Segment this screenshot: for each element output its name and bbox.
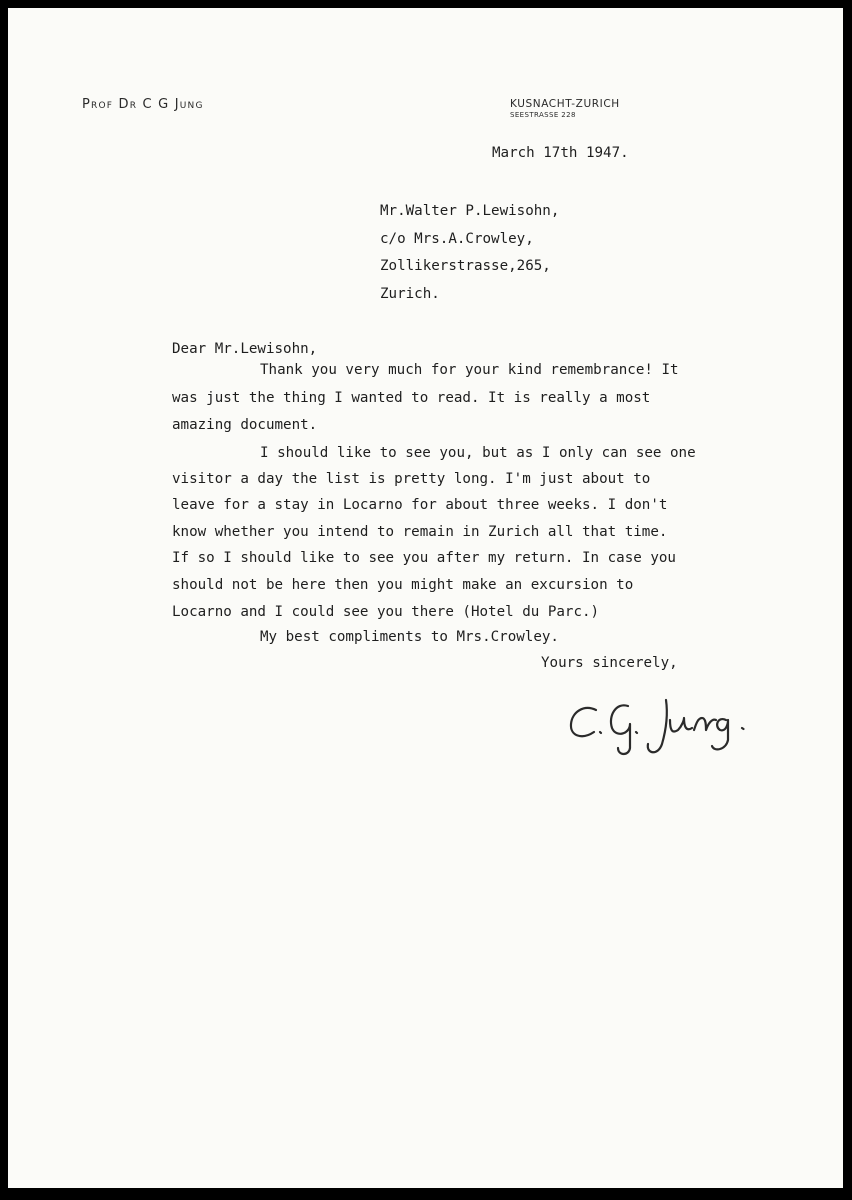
body-line-7: know whether you intend to remain in Zurich all that time. xyxy=(172,524,668,540)
body-line-2: was just the thing I wanted to read. It is really a most xyxy=(172,390,651,406)
recipient-line-4: Zurich. xyxy=(380,286,440,302)
body-line-1: Thank you very much for your kind remembrance! It xyxy=(260,362,679,378)
body-line-3: amazing document. xyxy=(172,417,318,433)
body-line-11: My best compliments to Mrs.Crowley. xyxy=(260,629,559,645)
recipient-line-2: c/o Mrs.A.Crowley, xyxy=(380,231,534,247)
letterhead-city: KUSNACHT-ZURICH xyxy=(510,98,620,110)
letterhead-street: SEESTRASSE 228 xyxy=(510,111,576,119)
letter-page xyxy=(8,8,843,1188)
letterhead-address xyxy=(510,98,620,119)
body-line-6: leave for a stay in Locarno for about three weeks. I don't xyxy=(172,497,668,513)
body-line-8: If so I should like to see you after my return. In case you xyxy=(172,550,676,566)
salutation: Dear Mr.Lewisohn, xyxy=(172,341,318,357)
letter-date: March 17th 1947. xyxy=(492,145,629,161)
body-line-5: visitor a day the list is pretty long. I'm just about to xyxy=(172,471,651,487)
body-line-9: should not be here then you might make an excursion to xyxy=(172,577,634,593)
recipient-line-1: Mr.Walter P.Lewisohn, xyxy=(380,203,560,219)
signature xyxy=(566,690,766,762)
body-line-4: I should like to see you, but as I only can see one xyxy=(260,445,696,461)
recipient-line-3: Zollikerstrasse,265, xyxy=(380,258,551,274)
body-line-10: Locarno and I could see you there (Hotel du Parc.) xyxy=(172,604,600,620)
letterhead-name: Prof Dr C G Jung xyxy=(82,97,204,112)
closing: Yours sincerely, xyxy=(541,655,678,671)
